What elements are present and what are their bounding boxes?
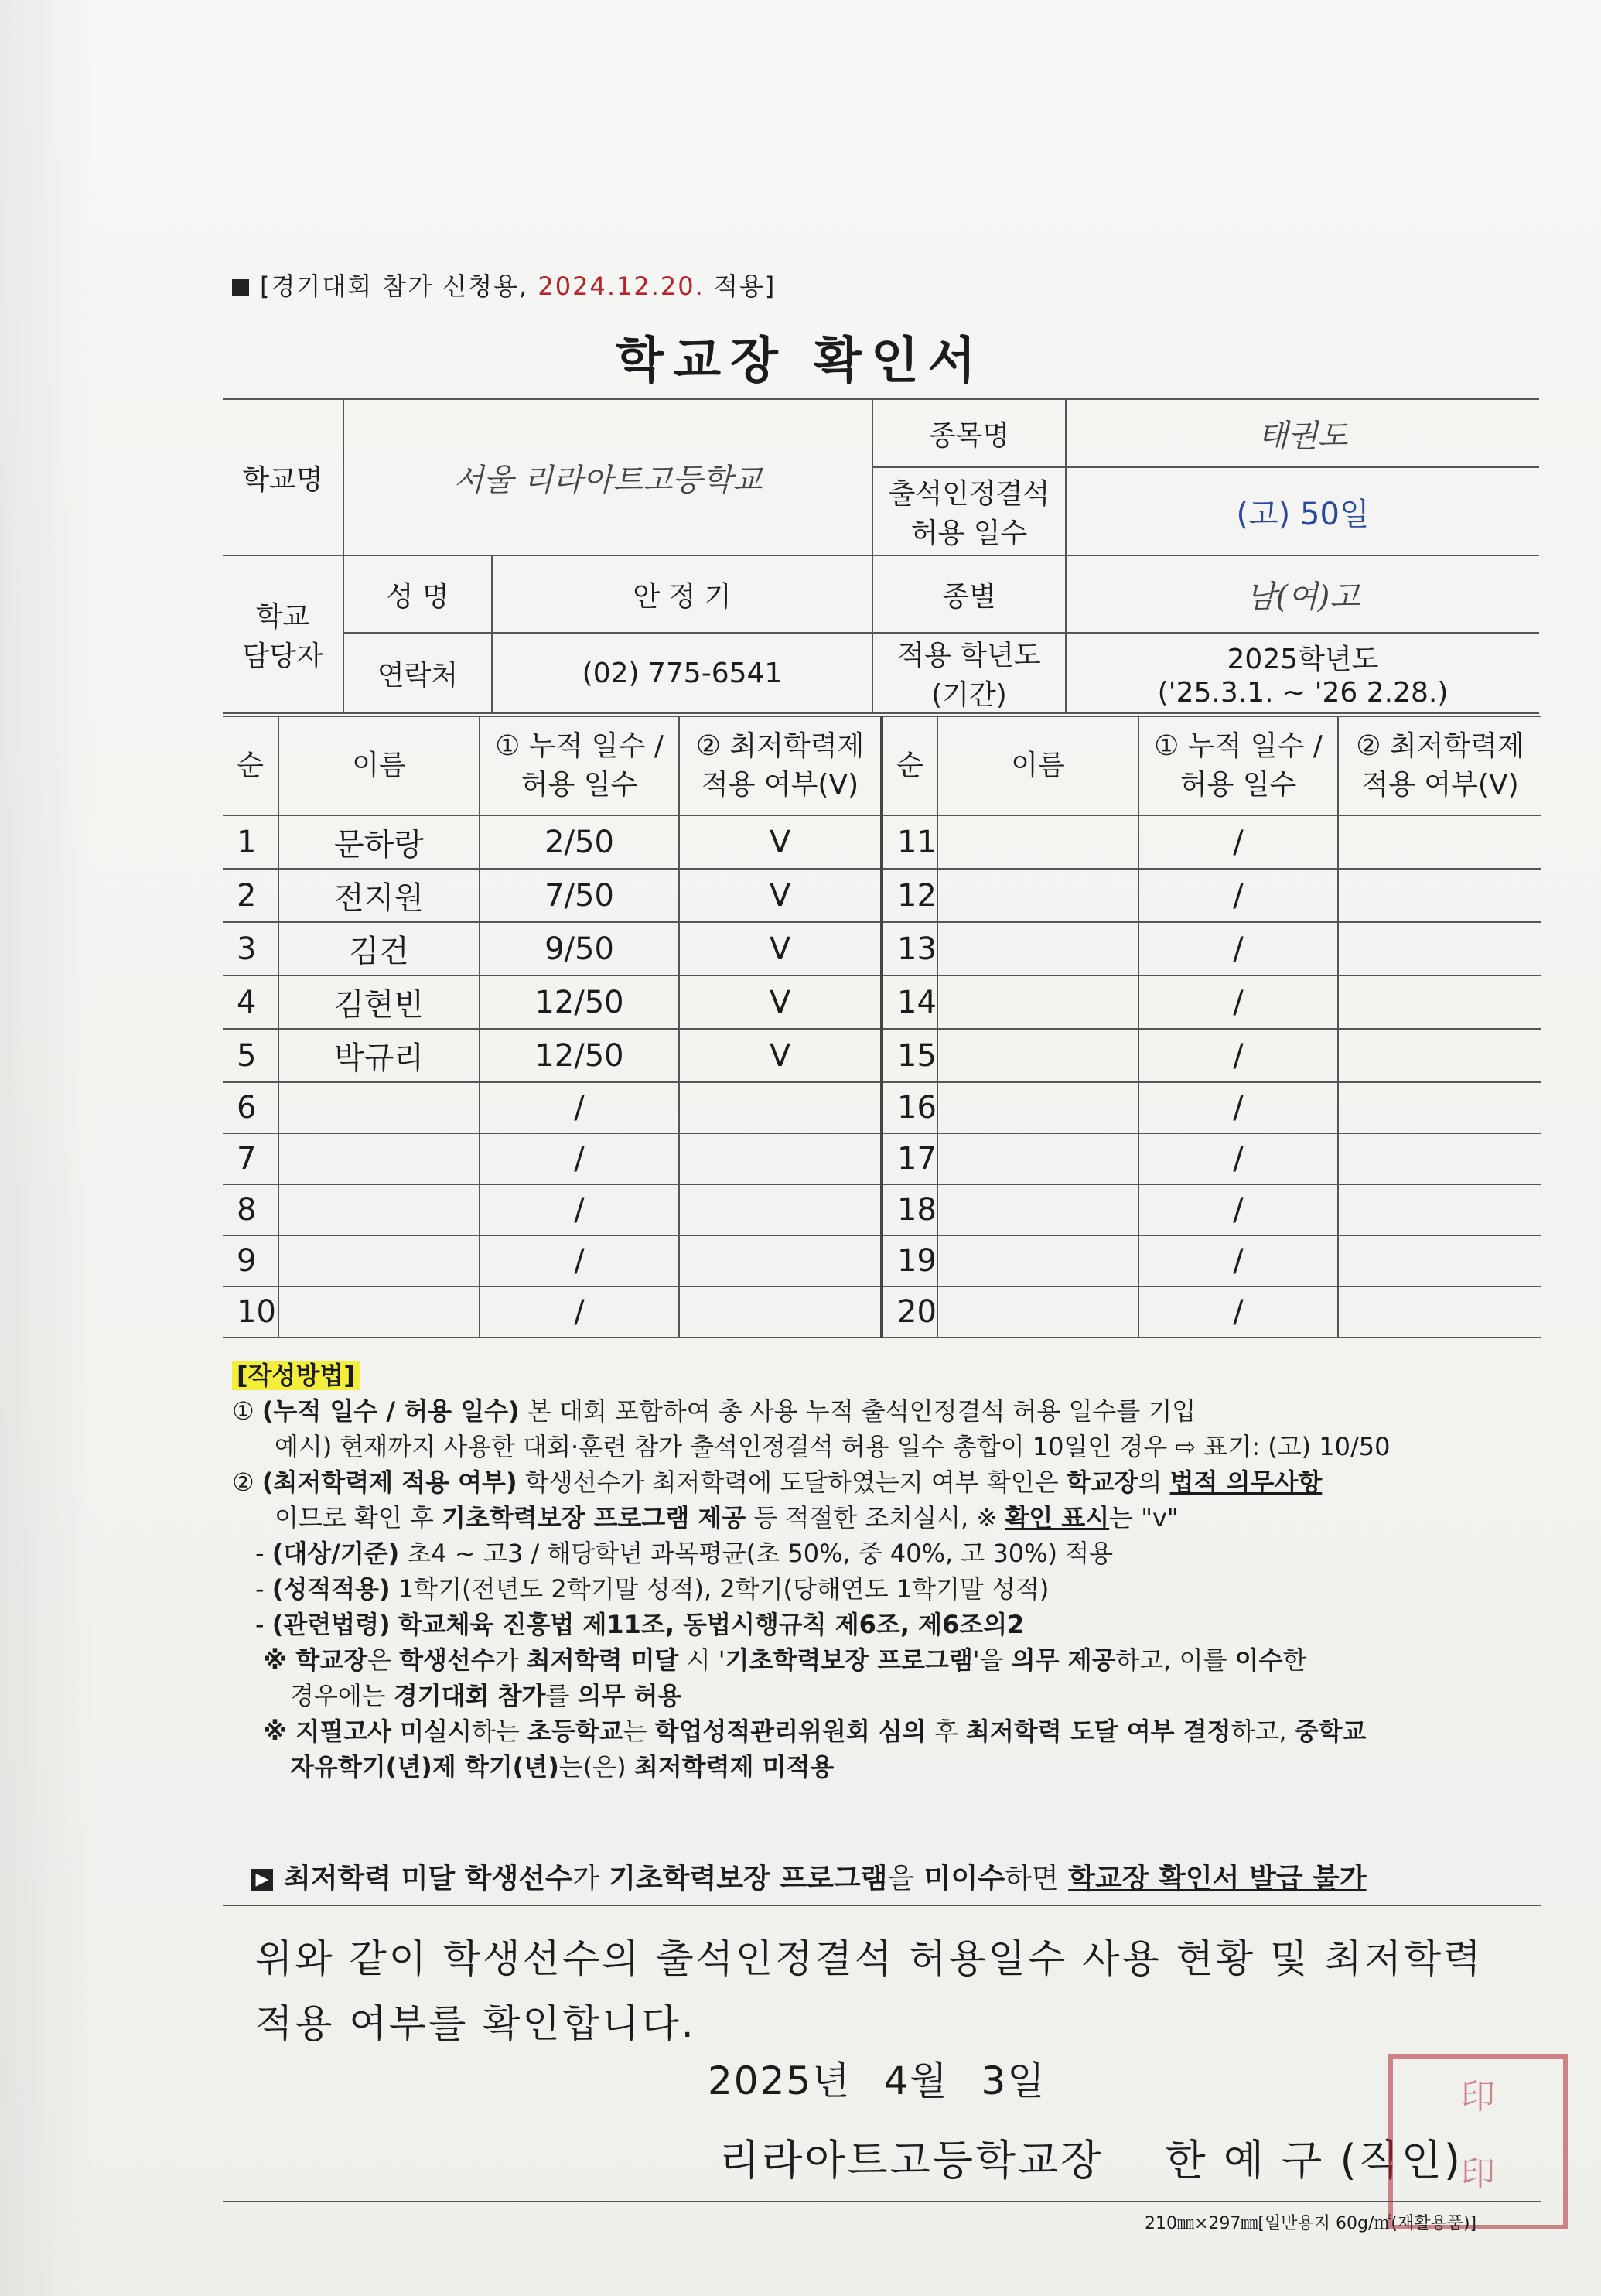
col-academic: ② 최저학력제 적용 여부(V) bbox=[679, 716, 882, 815]
table-row bbox=[223, 1286, 1541, 1338]
event-value: 태권도 bbox=[1066, 399, 1539, 467]
row-number-2: 12 bbox=[882, 869, 937, 922]
row-number: 10 bbox=[223, 1286, 278, 1338]
header-date: 2024.12.20. bbox=[538, 272, 705, 301]
divider-top bbox=[223, 1905, 1541, 1906]
event-label: 종목명 bbox=[872, 399, 1066, 467]
name-label: 성 명 bbox=[343, 555, 492, 633]
cumulative-days: 9/50 bbox=[480, 922, 679, 975]
academic-check bbox=[679, 1235, 882, 1286]
academic-check-2 bbox=[1338, 1235, 1541, 1286]
col-cumulative-2: ① 누적 일수 / 허용 일수 bbox=[1138, 716, 1338, 815]
official-seal-stamp: 印 印 bbox=[1388, 2054, 1568, 2229]
row-number: 7 bbox=[223, 1133, 278, 1184]
principal-signature: 리라아트고등학교장 한 예 구 (직인) bbox=[719, 2136, 1463, 2185]
row-number-2: 17 bbox=[882, 1133, 937, 1184]
table-row bbox=[223, 1082, 1541, 1133]
row-number-2: 16 bbox=[882, 1082, 937, 1133]
type-label: 종별 bbox=[872, 555, 1066, 633]
cumulative-days: 2/50 bbox=[480, 815, 679, 869]
cumulative-days: 12/50 bbox=[480, 1029, 679, 1082]
cumulative-days-2: / bbox=[1138, 815, 1338, 869]
row-number: 3 bbox=[223, 922, 278, 975]
school-value: 서울 리라아트고등학교 bbox=[343, 399, 872, 555]
cumulative-days: 12/50 bbox=[480, 975, 679, 1029]
academic-check-2 bbox=[1338, 1286, 1541, 1338]
student-name-2 bbox=[937, 975, 1138, 1029]
academic-check-2 bbox=[1338, 815, 1541, 869]
info-table bbox=[223, 398, 1539, 714]
cumulative-days: / bbox=[480, 1184, 679, 1235]
academic-check-2 bbox=[1338, 1184, 1541, 1235]
type-value: 남(여)고 bbox=[1066, 555, 1539, 633]
cumulative-days-2: / bbox=[1138, 1082, 1338, 1133]
academic-check: V bbox=[679, 869, 882, 922]
allowed-days-label: 출석인정결석 허용 일수 bbox=[872, 467, 1066, 555]
col-name: 이름 bbox=[278, 716, 480, 815]
row-number-2: 14 bbox=[882, 975, 937, 1029]
col-academic-2: ② 최저학력제 적용 여부(V) bbox=[1338, 716, 1541, 815]
confirmation-text: 위와 같이 학생선수의 출석인정결석 허용일수 사용 현황 및 최저학력 적용 여부를 확인합니다. bbox=[255, 1936, 1483, 2046]
table-row bbox=[223, 975, 1541, 1029]
col-order: 순 bbox=[223, 716, 278, 815]
table-row bbox=[223, 1235, 1541, 1286]
student-name: 박규리 bbox=[278, 1029, 480, 1082]
contact-label: 연락처 bbox=[343, 633, 492, 713]
academic-check: V bbox=[679, 922, 882, 975]
academic-check bbox=[679, 1184, 882, 1235]
academic-check-2 bbox=[1338, 869, 1541, 922]
cumulative-days: 7/50 bbox=[480, 869, 679, 922]
student-name-2 bbox=[937, 1133, 1138, 1184]
student-name-2 bbox=[937, 1184, 1138, 1235]
school-label: 학교명 bbox=[223, 399, 343, 555]
year-value: 2025학년도 ('25.3.1. ~ '26 2.28.) bbox=[1066, 633, 1539, 713]
cumulative-days-2: / bbox=[1138, 1235, 1338, 1286]
student-name bbox=[278, 1286, 480, 1338]
col-name-2: 이름 bbox=[937, 716, 1138, 815]
row-number-2: 11 bbox=[882, 815, 937, 869]
col-cumulative: ① 누적 일수 / 허용 일수 bbox=[480, 716, 679, 815]
cumulative-days-2: / bbox=[1138, 975, 1338, 1029]
student-table bbox=[223, 716, 1541, 1338]
academic-check: V bbox=[679, 975, 882, 1029]
student-name-2 bbox=[937, 1029, 1138, 1082]
name-value: 안 정 기 bbox=[492, 555, 872, 633]
academic-check bbox=[679, 1082, 882, 1133]
cumulative-days: / bbox=[480, 1082, 679, 1133]
table-row bbox=[223, 815, 1541, 869]
academic-check-2 bbox=[1338, 1133, 1541, 1184]
row-number: 4 bbox=[223, 975, 278, 1029]
row-number: 5 bbox=[223, 1029, 278, 1082]
row-number-2: 15 bbox=[882, 1029, 937, 1082]
row-number-2: 20 bbox=[882, 1286, 937, 1338]
academic-check-2 bbox=[1338, 1082, 1541, 1133]
contact-value: (02) 775-6541 bbox=[492, 633, 872, 713]
table-row bbox=[223, 1133, 1541, 1184]
issue-date: 2025년 4월 3일 bbox=[708, 2059, 1046, 2103]
writing-method: [작성방법] ① (누적 일수 / 허용 일수) 본 대회 포함하여 총 사용 누적 출석인정결석 허용 일수를 기입 예시) 현재까지 사용한 대회·훈련 참가 출석인정결석 허용 일수 총합이 10일인 경우 ⇨ 표기: (고) 10/50 ② (최저학력제 적용 여부) 학생선수가 최저학력에 도달하였는지 여부 확인은 학교장의 법적 의무사항 이므로 확인 후 기초학력보장 프로그램 제공 등 적절한 조치실시, ※ 확인 표시는 "v" - (대상/기준) 초4 ~ 고3 / 해당학년 과목평균(초 50%, 중 40%, 고 30%) 적용 - (성적적용) 1학기(전년도 2학기말 성적), 2학기(당해연도 1학기말 성적) - (관련법령) 학교체육 진흥법 제11조, 동법시행규칙 제6조, 제6조의2 ※ 학교장은 학생선수가 최저학력 미달 시 '기초학력보장 프로그램'을 의무 제공하고, 이를 이수한 경우에는 경기대회 참가를 의무 허용 ※ 지필고사 미실시하는 초등학교는 학업성적관리위원회 심의 후 최저학력 도달 여부 결정하고, 중학교 자유학기(년)제 학기(년)는(은) 최저학력제 미적용 bbox=[232, 1361, 1391, 1782]
manager-label: 학교 담당자 bbox=[223, 555, 343, 713]
student-name: 전지원 bbox=[278, 869, 480, 922]
academic-check-2 bbox=[1338, 1029, 1541, 1082]
cumulative-days-2: / bbox=[1138, 1133, 1338, 1184]
table-row bbox=[223, 869, 1541, 922]
final-note: ▶ 최저학력 미달 학생선수가 기초학력보장 프로그램을 미이수하면 학교장 확인서 발급 불가 bbox=[251, 1857, 1367, 1896]
divider-bottom bbox=[223, 2201, 1541, 2202]
academic-check bbox=[679, 1286, 882, 1338]
paper-spec: 210㎜×297㎜[일반용지 60g/㎡(재활용품)] bbox=[1145, 2214, 1477, 2233]
row-number: 8 bbox=[223, 1184, 278, 1235]
academic-check: V bbox=[679, 1029, 882, 1082]
row-number-2: 19 bbox=[882, 1235, 937, 1286]
student-name: 문하랑 bbox=[278, 815, 480, 869]
cumulative-days-2: / bbox=[1138, 1029, 1338, 1082]
arrow-box-icon: ▶ bbox=[251, 1869, 273, 1891]
academic-check: V bbox=[679, 815, 882, 869]
cumulative-days-2: / bbox=[1138, 869, 1338, 922]
student-name-2 bbox=[937, 1235, 1138, 1286]
student-name bbox=[278, 1082, 480, 1133]
table-row bbox=[223, 922, 1541, 975]
student-name bbox=[278, 1184, 480, 1235]
square-bullet-icon bbox=[232, 279, 249, 296]
method-tag: [작성방법] bbox=[232, 1361, 360, 1390]
row-number-2: 13 bbox=[882, 922, 937, 975]
cumulative-days: / bbox=[480, 1133, 679, 1184]
row-number: 2 bbox=[223, 869, 278, 922]
student-name-2 bbox=[937, 922, 1138, 975]
academic-check-2 bbox=[1338, 975, 1541, 1029]
form-header: [경기대회 참가 신청용, 2024.12.20. 적용] bbox=[232, 267, 776, 302]
student-name: 김현빈 bbox=[278, 975, 480, 1029]
col-order-2: 순 bbox=[882, 716, 937, 815]
document-title: 학교장 확인서 bbox=[616, 333, 985, 390]
table-header-row bbox=[223, 716, 1541, 815]
student-name bbox=[278, 1133, 480, 1184]
cumulative-days: / bbox=[480, 1286, 679, 1338]
row-number: 9 bbox=[223, 1235, 278, 1286]
student-name-2 bbox=[937, 1082, 1138, 1133]
cumulative-days-2: / bbox=[1138, 922, 1338, 975]
cumulative-days-2: / bbox=[1138, 1286, 1338, 1338]
academic-check bbox=[679, 1133, 882, 1184]
year-label: 적용 학년도 (기간) bbox=[872, 633, 1066, 713]
student-name bbox=[278, 1235, 480, 1286]
student-name-2 bbox=[937, 815, 1138, 869]
student-name-2 bbox=[937, 869, 1138, 922]
row-number-2: 18 bbox=[882, 1184, 937, 1235]
student-name: 김건 bbox=[278, 922, 480, 975]
row-number: 6 bbox=[223, 1082, 278, 1133]
table-row bbox=[223, 1184, 1541, 1235]
academic-check-2 bbox=[1338, 922, 1541, 975]
allowed-days-value: (고) 50일 bbox=[1066, 467, 1539, 555]
row-number: 1 bbox=[223, 815, 278, 869]
cumulative-days-2: / bbox=[1138, 1184, 1338, 1235]
cumulative-days: / bbox=[480, 1235, 679, 1286]
student-name-2 bbox=[937, 1286, 1138, 1338]
table-row bbox=[223, 1029, 1541, 1082]
